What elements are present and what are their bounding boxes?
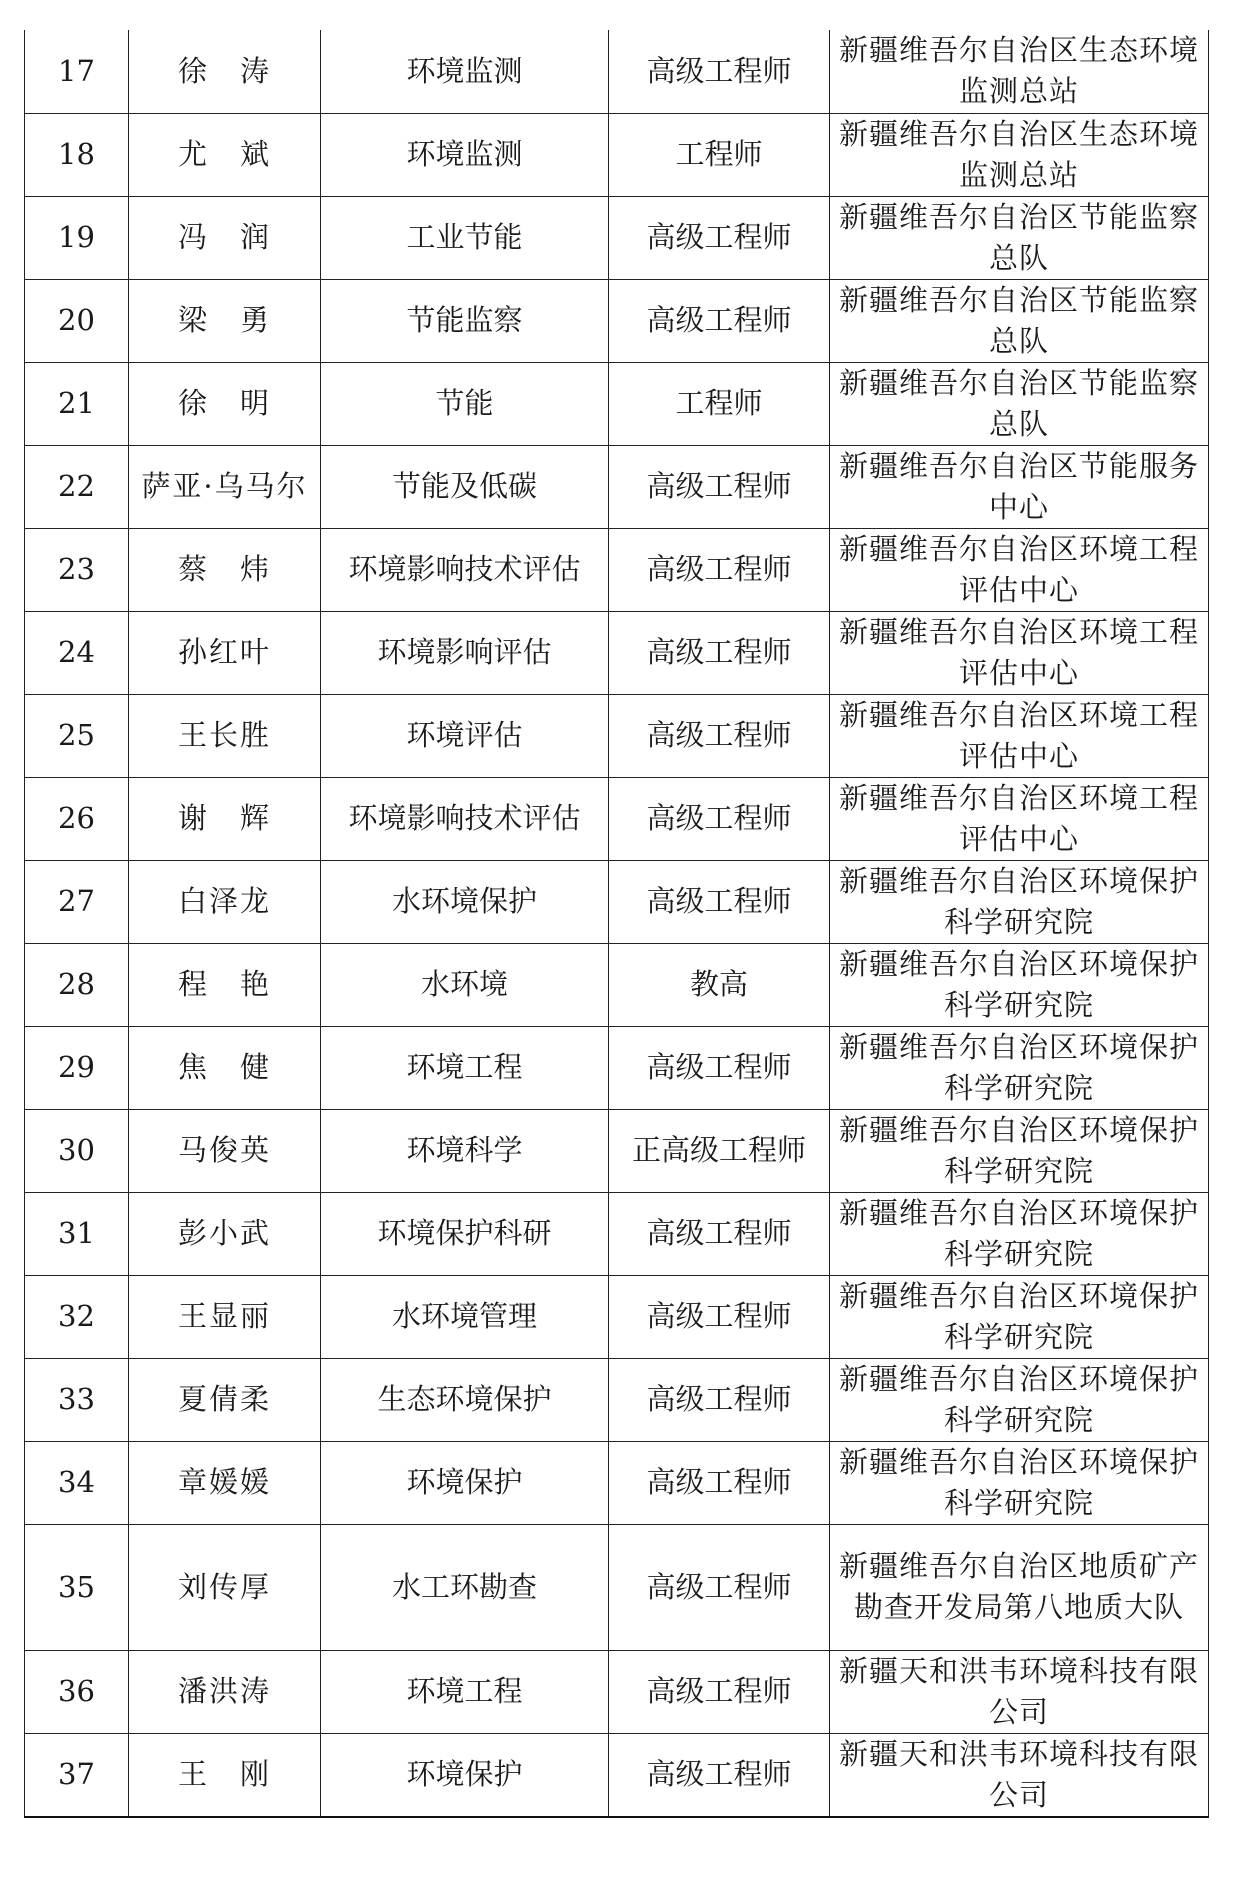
row-number: 32 — [25, 1275, 129, 1358]
specialty: 环境监测 — [321, 30, 609, 113]
specialty: 环境影响评估 — [321, 611, 609, 694]
expert-name: 章媛媛 — [129, 1441, 321, 1524]
row-number: 17 — [25, 30, 129, 113]
professional-title: 工程师 — [609, 113, 830, 196]
table-row — [25, 113, 1209, 196]
work-unit: 新疆维吾尔自治区环境保护科学研究院 — [830, 1275, 1209, 1358]
table-row — [25, 362, 1209, 445]
row-number: 30 — [25, 1109, 129, 1192]
specialty: 环境影响技术评估 — [321, 777, 609, 860]
specialty: 环境评估 — [321, 694, 609, 777]
row-number: 36 — [25, 1650, 129, 1733]
row-number: 28 — [25, 943, 129, 1026]
work-unit: 新疆维吾尔自治区环境保护科学研究院 — [830, 1192, 1209, 1275]
table-row — [25, 528, 1209, 611]
expert-roster-table — [24, 30, 1209, 1818]
specialty: 节能及低碳 — [321, 445, 609, 528]
professional-title: 高级工程师 — [609, 777, 830, 860]
work-unit: 新疆维吾尔自治区环境工程评估中心 — [830, 694, 1209, 777]
specialty: 水工环勘查 — [321, 1524, 609, 1650]
work-unit: 新疆维吾尔自治区生态环境监测总站 — [830, 113, 1209, 196]
professional-title: 高级工程师 — [609, 1026, 830, 1109]
expert-name: 蔡 炜 — [129, 528, 321, 611]
expert-name: 焦 健 — [129, 1026, 321, 1109]
work-unit: 新疆天和洪韦环境科技有限公司 — [830, 1733, 1209, 1817]
specialty: 环境保护 — [321, 1733, 609, 1817]
work-unit: 新疆维吾尔自治区环境保护科学研究院 — [830, 1358, 1209, 1441]
professional-title: 高级工程师 — [609, 1524, 830, 1650]
specialty: 环境工程 — [321, 1026, 609, 1109]
expert-name: 冯 润 — [129, 196, 321, 279]
table-row — [25, 279, 1209, 362]
work-unit: 新疆维吾尔自治区节能监察总队 — [830, 279, 1209, 362]
work-unit: 新疆维吾尔自治区环境工程评估中心 — [830, 777, 1209, 860]
specialty: 水环境 — [321, 943, 609, 1026]
professional-title: 工程师 — [609, 362, 830, 445]
work-unit: 新疆维吾尔自治区环境保护科学研究院 — [830, 943, 1209, 1026]
table-row — [25, 1358, 1209, 1441]
professional-title: 高级工程师 — [609, 1192, 830, 1275]
expert-name: 王 刚 — [129, 1733, 321, 1817]
professional-title: 高级工程师 — [609, 1733, 830, 1817]
table-row — [25, 30, 1209, 113]
roster-body — [25, 30, 1209, 1817]
professional-title: 高级工程师 — [609, 528, 830, 611]
row-number: 34 — [25, 1441, 129, 1524]
row-number: 21 — [25, 362, 129, 445]
professional-title: 正高级工程师 — [609, 1109, 830, 1192]
row-number: 26 — [25, 777, 129, 860]
row-number: 24 — [25, 611, 129, 694]
professional-title: 高级工程师 — [609, 694, 830, 777]
row-number: 31 — [25, 1192, 129, 1275]
professional-title: 高级工程师 — [609, 1358, 830, 1441]
professional-title: 高级工程师 — [609, 860, 830, 943]
row-number: 22 — [25, 445, 129, 528]
table-row — [25, 196, 1209, 279]
row-number: 27 — [25, 860, 129, 943]
row-number: 20 — [25, 279, 129, 362]
work-unit: 新疆维吾尔自治区环境工程评估中心 — [830, 528, 1209, 611]
specialty: 环境影响技术评估 — [321, 528, 609, 611]
table-row — [25, 445, 1209, 528]
row-number: 23 — [25, 528, 129, 611]
expert-name: 王显丽 — [129, 1275, 321, 1358]
expert-name: 王长胜 — [129, 694, 321, 777]
specialty: 生态环境保护 — [321, 1358, 609, 1441]
work-unit: 新疆天和洪韦环境科技有限公司 — [830, 1650, 1209, 1733]
expert-name: 白泽龙 — [129, 860, 321, 943]
table-row — [25, 1524, 1209, 1650]
table-row — [25, 1275, 1209, 1358]
professional-title: 高级工程师 — [609, 1441, 830, 1524]
specialty: 环境科学 — [321, 1109, 609, 1192]
expert-name: 梁 勇 — [129, 279, 321, 362]
table-row — [25, 860, 1209, 943]
specialty: 工业节能 — [321, 196, 609, 279]
work-unit: 新疆维吾尔自治区地质矿产勘查开发局第八地质大队 — [830, 1524, 1209, 1650]
expert-name: 徐 明 — [129, 362, 321, 445]
expert-name: 刘传厚 — [129, 1524, 321, 1650]
table-row — [25, 1026, 1209, 1109]
expert-name: 潘洪涛 — [129, 1650, 321, 1733]
specialty: 节能监察 — [321, 279, 609, 362]
table-row — [25, 694, 1209, 777]
row-number: 25 — [25, 694, 129, 777]
row-number: 19 — [25, 196, 129, 279]
table-row — [25, 777, 1209, 860]
specialty: 水环境保护 — [321, 860, 609, 943]
expert-name: 彭小武 — [129, 1192, 321, 1275]
work-unit: 新疆维吾尔自治区生态环境监测总站 — [830, 30, 1209, 113]
table-row — [25, 1109, 1209, 1192]
table-row — [25, 1733, 1209, 1817]
row-number: 29 — [25, 1026, 129, 1109]
row-number: 33 — [25, 1358, 129, 1441]
work-unit: 新疆维吾尔自治区节能服务中心 — [830, 445, 1209, 528]
professional-title: 高级工程师 — [609, 30, 830, 113]
row-number: 35 — [25, 1524, 129, 1650]
work-unit: 新疆维吾尔自治区节能监察总队 — [830, 196, 1209, 279]
work-unit: 新疆维吾尔自治区节能监察总队 — [830, 362, 1209, 445]
professional-title: 高级工程师 — [609, 445, 830, 528]
work-unit: 新疆维吾尔自治区环境保护科学研究院 — [830, 1026, 1209, 1109]
table-row — [25, 1192, 1209, 1275]
specialty: 环境保护 — [321, 1441, 609, 1524]
work-unit: 新疆维吾尔自治区环境保护科学研究院 — [830, 1109, 1209, 1192]
expert-name: 程 艳 — [129, 943, 321, 1026]
expert-name: 马俊英 — [129, 1109, 321, 1192]
work-unit: 新疆维吾尔自治区环境保护科学研究院 — [830, 860, 1209, 943]
expert-name: 孙红叶 — [129, 611, 321, 694]
expert-name: 徐 涛 — [129, 30, 321, 113]
professional-title: 高级工程师 — [609, 196, 830, 279]
expert-name: 萨亚·乌马尔 — [129, 445, 321, 528]
professional-title: 高级工程师 — [609, 1650, 830, 1733]
specialty: 环境保护科研 — [321, 1192, 609, 1275]
specialty: 环境监测 — [321, 113, 609, 196]
row-number: 18 — [25, 113, 129, 196]
table-row — [25, 1441, 1209, 1524]
professional-title: 高级工程师 — [609, 279, 830, 362]
table-row — [25, 1650, 1209, 1733]
table-row — [25, 611, 1209, 694]
expert-name: 谢 辉 — [129, 777, 321, 860]
expert-name: 夏倩柔 — [129, 1358, 321, 1441]
specialty: 节能 — [321, 362, 609, 445]
work-unit: 新疆维吾尔自治区环境工程评估中心 — [830, 611, 1209, 694]
specialty: 水环境管理 — [321, 1275, 609, 1358]
table-row — [25, 943, 1209, 1026]
row-number: 37 — [25, 1733, 129, 1817]
expert-name: 尤 斌 — [129, 113, 321, 196]
professional-title: 教高 — [609, 943, 830, 1026]
specialty: 环境工程 — [321, 1650, 609, 1733]
work-unit: 新疆维吾尔自治区环境保护科学研究院 — [830, 1441, 1209, 1524]
professional-title: 高级工程师 — [609, 1275, 830, 1358]
professional-title: 高级工程师 — [609, 611, 830, 694]
expert-roster-page — [24, 30, 1208, 1818]
